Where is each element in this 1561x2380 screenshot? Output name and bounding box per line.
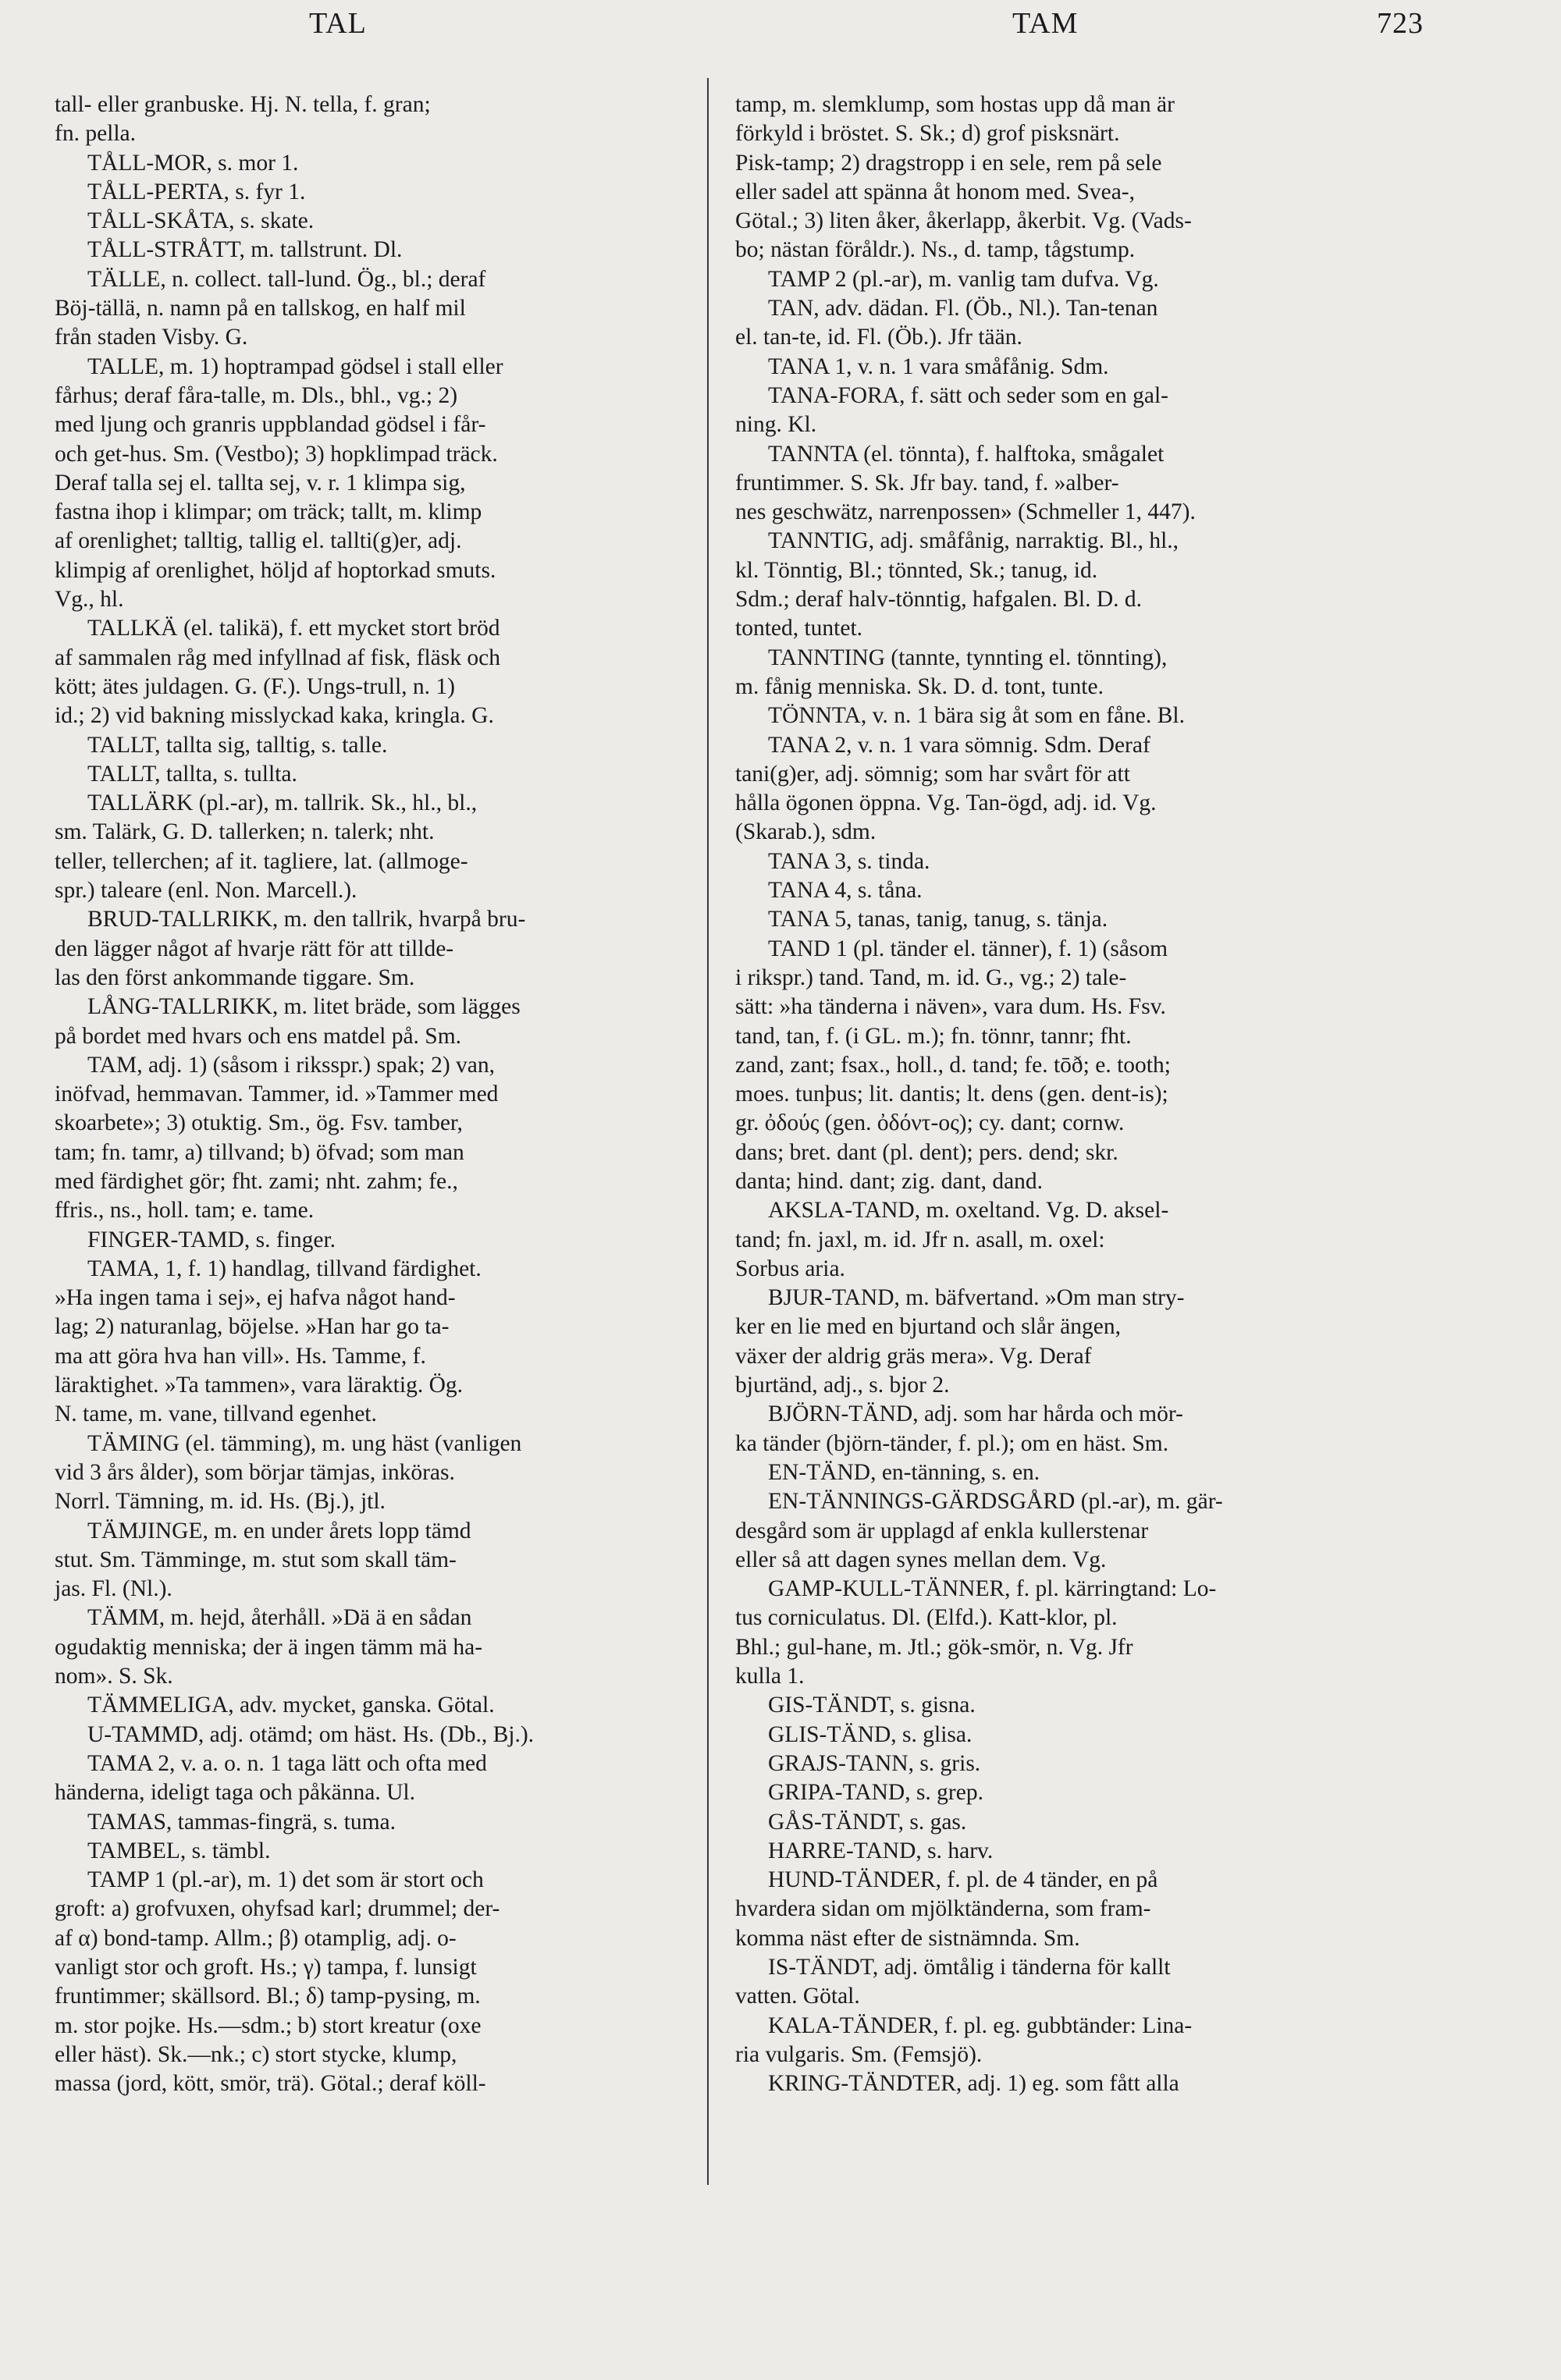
text-line: i rikspr.) tand. Tand, m. id. G., vg.; 2) tale-	[735, 964, 1127, 990]
text-line: fruntimmer. S. Sk. Jfr bay. tand, f. »alber-	[735, 470, 1119, 496]
text-line: nom». S. Sk.	[55, 1664, 173, 1689]
text-line: TALLE, m. 1) hoptrampad gödsel i stall eller	[87, 353, 503, 379]
text-line: ria vulgaris. Sm. (Femsjö).	[735, 2041, 983, 2067]
text-line: inöfvad, hemmavan. Tammer, id. »Tammer med	[55, 1082, 499, 1107]
text-line: EN-TÄNNINGS-GÄRDSGÅRD (pl.-ar), m. gär-	[768, 1489, 1223, 1515]
text-line: Deraf talla sej el. tallta sej, v. r. 1 klimpa sig,	[55, 470, 466, 496]
text-line: massa (jord, kött, smör, trä). Götal.; deraf köll-	[55, 2071, 486, 2097]
text-line: TAM, adj. 1) (såsom i riksspr.) spak; 2) van,	[87, 1052, 496, 1078]
text-line: lag; 2) naturanlag, böjelse. »Han har go ta-	[55, 1314, 450, 1340]
text-line: och get-hus. Sm. (Vestbo); 3) hopklimpad träck.	[55, 441, 498, 467]
text-line: nes geschwätz, narrenpossen» (Schmeller 1, 447).	[735, 499, 1196, 525]
text-line: TAMP 2 (pl.-ar), m. vanlig tam dufva. Vg.	[768, 266, 1159, 292]
text-line: id.; 2) vid bakning misslyckad kaka, kringla. G.	[55, 703, 494, 729]
text-line: ffris., ns., holl. tam; e. tame.	[55, 1198, 315, 1224]
text-line: el. tan-te, id. Fl. (Öb.). Jfr tään.	[735, 325, 1022, 350]
left-column	[55, 91, 718, 2098]
text-line: hvardera sidan om mjölktänderna, som fram-	[735, 1896, 1151, 1922]
text-line: TÖNNTA, v. n. 1 bära sig åt som en fåne. Bl.	[768, 703, 1185, 729]
text-line: förkyld i bröstet. S. Sk.; d) grof pisksnärt.	[735, 121, 1120, 147]
text-line: vanligt stor och groft. Hs.; γ) tampa, f. lunsigt	[55, 1955, 477, 1980]
text-line: ka tänder (björn-tänder, f. pl.); om en häst. Sm.	[735, 1430, 1169, 1456]
text-line: TANNTA (el. tönnta), f. halftoka, smågalet	[768, 441, 1165, 467]
text-line: dans; bret. dant (pl. dent); pers. dend; skr.	[735, 1139, 1118, 1165]
column-divider	[707, 78, 709, 2185]
text-line: TANA 3, s. tinda.	[768, 848, 930, 874]
text-line: ma att göra hva han vill». Hs. Tamme, f.	[55, 1343, 426, 1369]
text-line: jas. Fl. (Nl.).	[55, 1576, 172, 1602]
text-line: kött; ätes juldagen. G. (F.). Ungs-trull, n. 1)	[55, 673, 455, 699]
text-line: moes. tunþus; lit. dantis; lt. dens (gen. dent-is);	[735, 1082, 1168, 1107]
text-line: TÅLL-STRÅTT, m. tallstrunt. Dl.	[87, 237, 403, 263]
text-line: klimpig af orenlighet, höljd af hoptorkad smuts.	[55, 557, 496, 583]
text-line: tamp, m. slemklump, som hostas upp då man är	[735, 92, 1175, 117]
text-line: GLIS-TÄND, s. glisa.	[768, 1721, 973, 1747]
text-line: TÄMMELIGA, adv. mycket, ganska. Götal.	[87, 1693, 495, 1718]
text-line: skoarbete»; 3) otuktig. Sm., ög. Fsv. tamber,	[55, 1110, 463, 1136]
text-line: Sdm.; deraf halv-tönntig, hafgalen. Bl. D. d.	[735, 587, 1143, 613]
text-line: TANNTING (tannte, tynnting el. tönnting),	[768, 645, 1168, 670]
text-line: TAMA, 1, f. 1) handlag, tillvand färdighet.	[87, 1256, 482, 1281]
text-line: TAND 1 (pl. tänder el. tänner), f. 1) (såsom	[768, 936, 1168, 961]
text-line: BRUD-TALLRIKK, m. den tallrik, hvarpå bru-	[87, 907, 526, 932]
text-line: den lägger något af hvarje rätt för att tillde-	[55, 936, 454, 961]
text-line: Bhl.; gul-hane, m. Jtl.; gök-smör, n. Vg. Jfr	[735, 1634, 1133, 1660]
text-line: vatten. Götal.	[735, 1984, 860, 2009]
text-line: fårhus; deraf fåra-talle, m. Dls., bhl., vg.; 2)	[55, 382, 458, 408]
text-line: GÅS-TÄNDT, s. gas.	[768, 1809, 967, 1835]
text-line: m. fånig menniska. Sk. D. d. tont, tunte.	[735, 673, 1104, 699]
text-line: ning. Kl.	[735, 412, 817, 438]
text-line: sätt: »ha tänderna i näven», vara dum. Hs. Fsv.	[735, 994, 1166, 1020]
text-line: TANA-FORA, f. sätt och seder som en gal-	[768, 382, 1168, 408]
text-line: spr.) taleare (enl. Non. Marcell.).	[55, 878, 357, 904]
text-line: ogudaktig menniska; der ä ingen tämm mä ha-	[55, 1634, 483, 1660]
text-line: HUND-TÄNDER, f. pl. de 4 tänder, en på	[768, 1867, 1158, 1893]
text-line: Götal.; 3) liten åker, åkerlapp, åkerbit. Vg. (Vads-	[735, 208, 1192, 234]
text-line: TÅLL-MOR, s. mor 1.	[87, 150, 299, 176]
text-line: U-TAMMD, adj. otämd; om häst. Hs. (Db., Bj.).	[87, 1721, 535, 1747]
text-line: TÄMING (el. tämming), m. ung häst (vanligen	[87, 1430, 522, 1456]
text-line: BJÖRN-TÄND, adj. som har hårda och mör-	[768, 1401, 1183, 1427]
text-line: las den först ankommande tiggare. Sm.	[55, 964, 415, 990]
text-line: TANNTIG, adj. småfånig, narraktig. Bl., hl.,	[768, 528, 1179, 554]
page-number: 723	[1377, 7, 1424, 40]
text-line: vid 3 års ålder), som börjar tämjas, inköras.	[55, 1459, 455, 1485]
text-line: TÄMM, m. hejd, återhåll. »Dä ä en sådan	[87, 1605, 472, 1631]
text-line: TANA 1, v. n. 1 vara småfånig. Sdm.	[768, 353, 1109, 379]
text-line: LÅNG-TALLRIKK, m. litet bräde, som lägges	[87, 994, 521, 1020]
text-line: TAMBEL, s. tämbl.	[87, 1838, 271, 1863]
text-line: TÄMJINGE, m. en under årets lopp tämd	[87, 1518, 471, 1543]
text-line: Norrl. Tämning, m. id. Hs. (Bj.), jtl.	[55, 1489, 386, 1515]
text-line: från staden Visby. G.	[55, 325, 248, 350]
text-line: på bordet med hvars och ens matdel på. Sm.	[55, 1023, 462, 1049]
text-line: tus corniculatus. Dl. (Elfd.). Katt-klor, pl.	[735, 1605, 1118, 1631]
running-head-left: TAL	[309, 7, 367, 40]
text-line: TALLT, tallta sig, talltig, s. talle.	[87, 732, 388, 758]
text-line: kl. Tönntig, Bl.; tönnted, Sk.; tanug, id.	[735, 557, 1098, 583]
text-line: BJUR-TAND, m. bäfvertand. »Om man stry-	[768, 1285, 1185, 1311]
text-line: med färdighet gör; fht. zami; nht. zahm; fe.,	[55, 1168, 458, 1194]
text-line: stut. Sm. Tämminge, m. stut som skall täm-	[55, 1547, 457, 1572]
text-line: EN-TÄND, en-tänning, s. en.	[768, 1459, 1040, 1485]
text-line: sm. Talärk, G. D. tallerken; n. talerk; nht.	[55, 819, 435, 845]
right-column	[735, 91, 1399, 2098]
text-line: Vg., hl.	[55, 587, 124, 613]
text-line: bo; nästan föråldr.). Ns., d. tamp, tågstump.	[735, 237, 1136, 263]
text-line: AKSLA-TAND, m. oxeltand. Vg. D. aksel-	[768, 1198, 1169, 1224]
text-line: ker en lie med en bjurtand och slår ängen,	[735, 1314, 1121, 1340]
text-line: eller så att dagen synes mellan dem. Vg.	[735, 1547, 1107, 1572]
text-line: groft: a) grofvuxen, ohyfsad karl; drummel; der-	[55, 1896, 500, 1922]
text-line: GIS-TÄNDT, s. gisna.	[768, 1693, 976, 1718]
text-line: TALLKÄ (el. talikä), f. ett mycket stort bröd	[87, 616, 500, 641]
text-line: GRIPA-TAND, s. grep.	[768, 1780, 983, 1806]
text-line: tani(g)er, adj. sömnig; som har svårt för att	[735, 761, 1130, 787]
text-line: gr. ὀδούς (gen. ὀδόντ-ος); cy. dant; cornw.	[735, 1110, 1125, 1136]
text-line: tonted, tuntet.	[735, 616, 863, 641]
text-line: Sorbus aria.	[735, 1256, 845, 1281]
text-line: bjurtänd, adj., s. bjor 2.	[735, 1373, 950, 1398]
text-line: läraktighet. »Ta tammen», vara läraktig. Ög.	[55, 1373, 464, 1398]
text-line: TÄLLE, n. collect. tall-lund. Ög., bl.; deraf	[87, 266, 486, 292]
text-line: danta; hind. dant; zig. dant, dand.	[735, 1168, 1044, 1194]
text-line: TAN, adv. dädan. Fl. (Öb., Nl.). Tan-tenan	[768, 296, 1158, 321]
text-line: af orenlighet; talltig, tallig el. tallti(g)er, adj.	[55, 528, 462, 554]
text-line: desgård som är upplagd af enkla kullerstenar	[735, 1518, 1149, 1543]
text-line: TANA 4, s. tåna.	[768, 878, 923, 904]
text-line: TAMAS, tammas-fingrä, s. tuma.	[87, 1809, 396, 1835]
running-head-center: TAM	[1012, 7, 1079, 40]
text-line: eller sadel att spänna åt honom med. Svea-,	[735, 179, 1135, 204]
text-line: fruntimmer; skällsord. Bl.; δ) tamp-pysing, m.	[55, 1984, 481, 2009]
text-line: med ljung och granris uppblandad gödsel i får-	[55, 412, 486, 438]
text-line: hålla ögonen öppna. Vg. Tan-ögd, adj. id. Vg.	[735, 790, 1157, 816]
text-line: tam; fn. tamr, a) tillvand; b) öfvad; som man	[55, 1139, 464, 1165]
text-line: KRING-TÄNDTER, adj. 1) eg. som fått alla	[768, 2071, 1179, 2097]
text-line: (Skarab.), sdm.	[735, 819, 877, 845]
text-line: eller häst). Sk.—nk.; c) stort stycke, klump,	[55, 2041, 457, 2067]
text-line: »Ha ingen tama i sej», ej hafva något hand-	[55, 1285, 456, 1311]
text-line: TÅLL-PERTA, s. fyr 1.	[87, 179, 306, 204]
text-line: TÅLL-SKÅTA, s. skate.	[87, 208, 315, 234]
text-line: GRAJS-TANN, s. gris.	[768, 1750, 981, 1776]
text-line: TALLÄRK (pl.-ar), m. tallrik. Sk., hl., bl.,	[87, 790, 478, 816]
text-line: fn. pella.	[55, 121, 137, 147]
text-line: KALA-TÄNDER, f. pl. eg. gubbtänder: Lina-	[768, 2012, 1193, 2038]
text-line: TANA 5, tanas, tanig, tanug, s. tänja.	[768, 907, 1108, 932]
text-line: tall- eller granbuske. Hj. N. tella, f. gran;	[55, 92, 431, 117]
text-line: GAMP-KULL-TÄNNER, f. pl. kärringtand: Lo-	[768, 1576, 1217, 1602]
text-line: af sammalen råg med infyllnad af fisk, fläsk och	[55, 645, 500, 670]
text-line: zand, zant; fsax., holl., d. tand; fe. tōð; e. tooth;	[735, 1052, 1171, 1078]
text-line: TALLT, tallta, s. tullta.	[87, 761, 297, 787]
text-line: IS-TÄNDT, adj. ömtålig i tänderna för kallt	[768, 1955, 1171, 1980]
text-line: kulla 1.	[735, 1664, 805, 1689]
text-line: TAMA 2, v. a. o. n. 1 taga lätt och ofta med	[87, 1750, 487, 1776]
text-line: HARRE-TAND, s. harv.	[768, 1838, 994, 1863]
text-line: af α) bond-tamp. Allm.; β) otamplig, adj. o-	[55, 1925, 457, 1951]
text-line: m. stor pojke. Hs.—sdm.; b) stort kreatur (oxe	[55, 2012, 482, 2038]
text-line: N. tame, m. vane, tillvand egenhet.	[55, 1401, 377, 1427]
text-line: växer der aldrig gräs mera». Vg. Deraf	[735, 1343, 1092, 1369]
text-line: Böj-tällä, n. namn på en tallskog, en half mil	[55, 296, 466, 321]
text-line: komma näst efter de sistnämnda. Sm.	[735, 1925, 1080, 1951]
text-line: händerna, ideligt taga och påkänna. Ul.	[55, 1780, 415, 1806]
text-line: TANA 2, v. n. 1 vara sömnig. Sdm. Deraf	[768, 732, 1150, 758]
text-line: tand; fn. jaxl, m. id. Jfr n. asall, m. oxel:	[735, 1227, 1105, 1252]
text-line: teller, tellerchen; af it. tagliere, lat. (allmoge-	[55, 848, 468, 874]
text-line: Pisk-tamp; 2) dragstropp i en sele, rem på sele	[735, 150, 1162, 176]
text-line: fastna ihop i klimpar; om träck; tallt, m. klimp	[55, 499, 482, 525]
text-line: FINGER-TAMD, s. finger.	[87, 1227, 336, 1252]
text-line: TAMP 1 (pl.-ar), m. 1) det som är stort och	[87, 1867, 484, 1893]
text-line: tand, tan, f. (i GL. m.); fn. tönnr, tannr; fht.	[735, 1023, 1132, 1049]
